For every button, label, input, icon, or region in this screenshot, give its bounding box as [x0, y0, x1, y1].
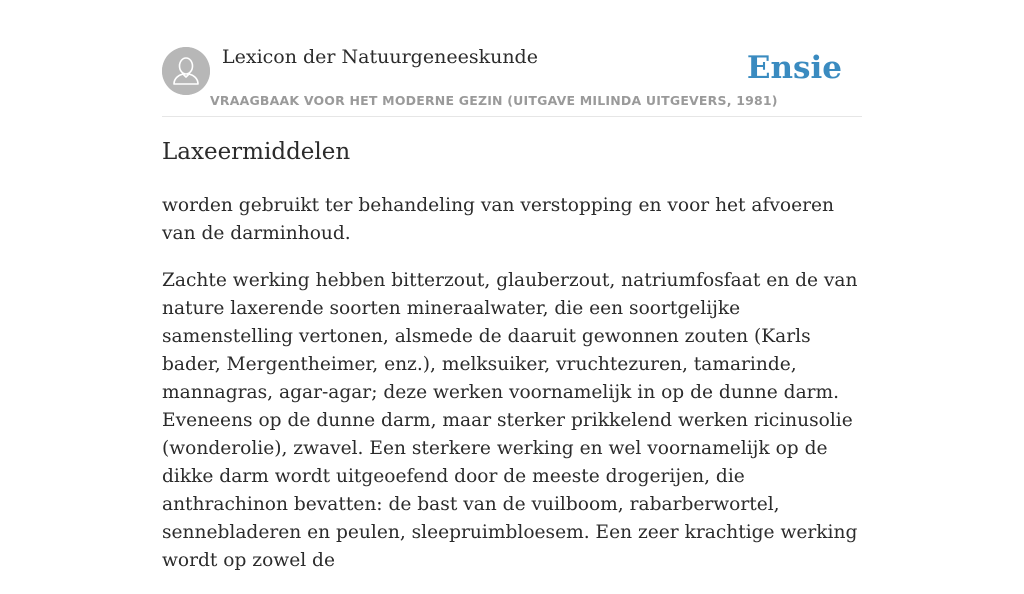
paragraph: Zachte werking hebben bitterzout, glauberzout, natriumfosfaat en de van nature laxerende soorten mineraalwater, die een soortgelijke samenstelling vertonen, alsmede de daaruit gewonnen zouten (Karls bader, Mergentheimer, enz.), melksuiker, vruchtezuren, tamarinde, mannagras, agar-agar; deze werken voornamelijk in op de dunne darm. Eveneens op de dunne darm, maar sterker prikkelend werken ricinusolie (wonderolie), zwavel. Een sterkere werking en wel voornamelijk op de dikke darm wordt uitgeoefend door de meeste drogerijen, die anthrachinon bevatten: de bast van de vuilboom, rabarberwortel, sennebladeren en peulen, sleepruimbloesem. Een zeer krachtige werking wordt op zowel de: [162, 270, 858, 571]
book-subtitle: VRAAGBAAK VOOR HET MODERNE GEZIN (UITGAVE MILINDA UITGEVERS, 1981): [210, 93, 778, 108]
header: [162, 0, 862, 117]
user-silhouette-icon: [162, 47, 210, 95]
paragraph: worden gebruikt ter behandeling van verstopping en voor het afvoeren van de darminhoud.: [162, 195, 834, 244]
avatar[interactable]: [162, 47, 210, 95]
entry-content: [162, 192, 862, 594]
book-title[interactable]: Lexicon der Natuurgeneeskunde: [222, 46, 538, 68]
entry-title: Laxeermiddelen: [162, 139, 351, 165]
site-logo[interactable]: Ensie: [746, 50, 842, 86]
